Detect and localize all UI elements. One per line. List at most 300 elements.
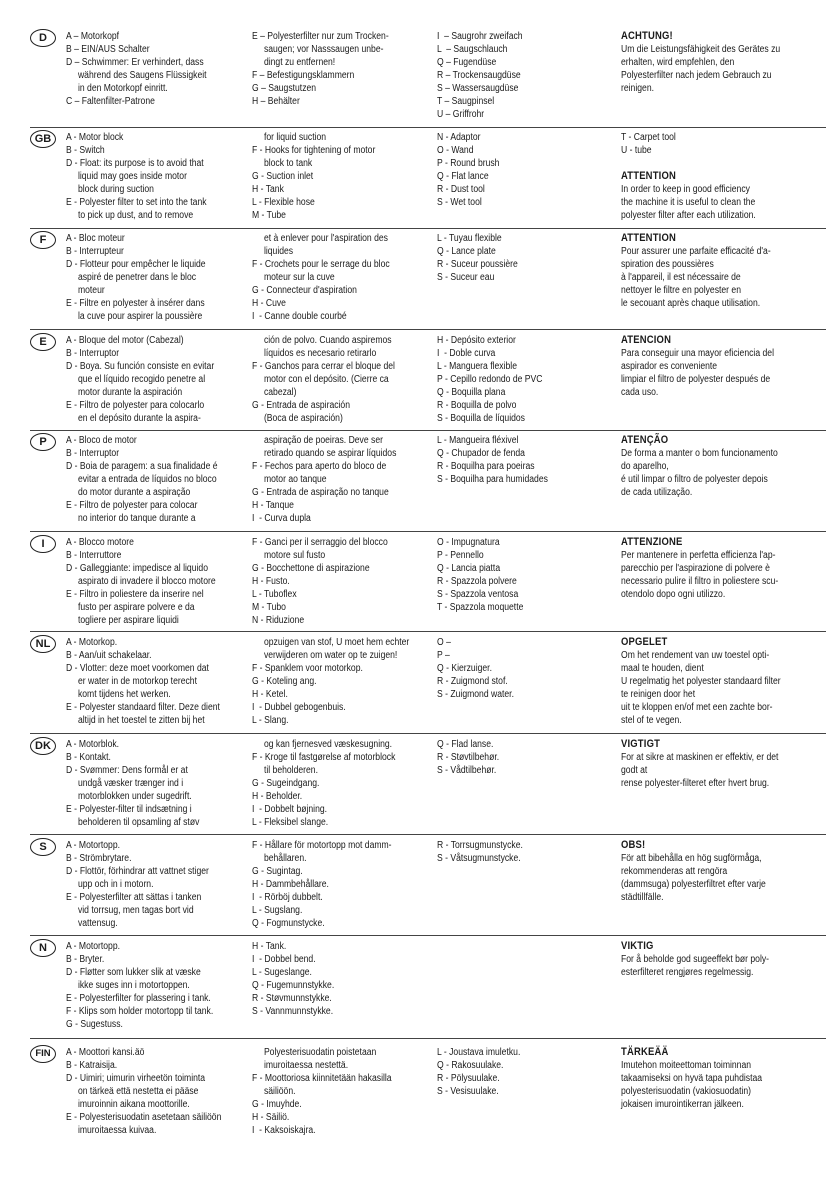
parts-list-item: evitar a entrada de líquidos no bloco: [66, 474, 217, 485]
warning-box: [621, 536, 778, 601]
parts-list-item: togliere per aspirare liquidi: [66, 615, 179, 626]
parts-list-item: er water in de motorkop terecht: [66, 676, 197, 687]
warning-text-line: uit te kloppen en/of met een zachte bor-: [621, 702, 773, 713]
parts-list-item: líquidos es necesario retirarlo: [252, 348, 377, 359]
parts-list-item: T - Carpet tool: [621, 132, 676, 143]
warning-title: ATENCION: [621, 334, 672, 346]
parts-list-item: F - Fechos para aperto do bloco de: [252, 461, 387, 472]
warning-title: ACHTUNG!: [621, 30, 673, 42]
language-code-badge: P: [30, 433, 56, 451]
warning-text-line: For å beholde god sugeeffekt bør poly-: [621, 954, 770, 965]
parts-list-item: E - Filtro in poliestere da inserire nel: [66, 589, 204, 600]
parts-list-item: L – Saugschlauch: [437, 44, 508, 55]
parts-list-item: T – Saugpinsel: [437, 96, 495, 107]
parts-list-item: A - Bloc moteur: [66, 233, 125, 244]
parts-list-item: M - Tube: [252, 210, 286, 221]
language-code-badge: F: [30, 231, 56, 249]
parts-list-item: E – Polyesterfilter nur zum Trocken-: [252, 31, 389, 42]
parts-list-item: moteur sur la cuve: [252, 272, 335, 283]
parts-column: [66, 30, 207, 108]
warning-box: [621, 1046, 762, 1111]
parts-list-item: I - Canne double courbé: [252, 311, 347, 322]
warning-text-line: le secouant après chaque utilisation.: [621, 298, 761, 309]
parts-list-item: L - Joustava imuletku.: [437, 1047, 521, 1058]
parts-list-item: D - Boia de paragem: a sua finalidade é: [66, 461, 218, 472]
parts-list-item: F - Kroge til fastgørelse af motorblock: [252, 752, 396, 763]
parts-list-item: moteur: [66, 285, 105, 296]
warning-text-line: limpiar el filtro de polyester después de: [621, 374, 771, 385]
warning-title: OPGELET: [621, 636, 668, 648]
warning-box: [621, 839, 766, 904]
parts-list-item: E - Polyester standaard filter. Deze dient: [66, 702, 220, 713]
parts-list-item: F - Hooks for tightening of motor: [252, 145, 376, 156]
language-code-badge: D: [30, 29, 56, 47]
warning-text-line: de cada utilização.: [621, 487, 693, 498]
parts-list-item: komt tijdens het werken.: [66, 689, 171, 700]
parts-list-item: B - Katraisija.: [66, 1060, 118, 1071]
parts-list-item: Q - Lance plate: [437, 246, 496, 257]
parts-list-item: H - Tanque: [252, 500, 294, 511]
parts-list-item: G - Entrada de aspiración: [252, 400, 350, 411]
section-divider: [30, 834, 826, 835]
warning-text-line: rense polyester-filteret efter hvert brug.: [621, 778, 770, 789]
language-code-badge: FIN: [30, 1045, 56, 1063]
parts-column: [66, 232, 206, 323]
parts-list-item: G - Imuyhde.: [252, 1099, 302, 1110]
parts-list-item: E - Filtro de polyester para colocar: [66, 500, 198, 511]
parts-list-item: en el depósito durante la aspira-: [66, 413, 201, 424]
parts-list-item: do motor durante a aspiração: [66, 487, 191, 498]
parts-list-item: vattensug.: [66, 918, 118, 929]
warning-text-line: Um die Leistungsfähigkeit des Gerätes zu: [621, 44, 781, 55]
parts-list-item: L - Mangueira fléxivel: [437, 435, 519, 446]
parts-column: [252, 334, 395, 425]
warning-text-line: necessario pulire il filtro in poliestere scu-: [621, 576, 779, 587]
parts-list-item: cabezal): [252, 387, 297, 398]
parts-list-item: N - Adaptor: [437, 132, 481, 143]
parts-list-item: motor ao tanque: [252, 474, 327, 485]
parts-list-item: U – Griffrohr: [437, 109, 485, 120]
warning-text-line: aspirador es conveniente: [621, 361, 718, 372]
warning-text-line: (dammsuga) polyesterfiltret efter varje: [621, 879, 766, 890]
parts-list-item: Q - Fogmunstycke.: [252, 918, 325, 929]
warning-title: TÄRKEÄÄ: [621, 1046, 669, 1058]
parts-list-item: B – EIN/AUS Schalter: [66, 44, 150, 55]
parts-list-item: A - Motortopp.: [66, 840, 121, 851]
warning-text-line: stel of te vegen.: [621, 715, 682, 726]
parts-list-item: F - Ganci per il serraggio del blocco: [252, 537, 388, 548]
parts-column: [66, 131, 207, 222]
parts-list-item: R - Støvtilbehør.: [437, 752, 500, 763]
parts-list-item: O - Impugnatura: [437, 537, 500, 548]
parts-column: [66, 636, 220, 727]
parts-list-item: O - Wand: [437, 145, 474, 156]
warning-text-line: polyesterisuodatin (vakiosuodatin): [621, 1086, 752, 1097]
parts-list-item: L - Slang.: [252, 715, 289, 726]
parts-list-item: D - Flottör, förhindrar att vattnet stiger: [66, 866, 209, 877]
parts-list-item: S - Vannmunnstykke.: [252, 1006, 334, 1017]
parts-list-item: Q - Flat lance: [437, 171, 489, 182]
parts-list-item: R - Pölysuulake.: [437, 1073, 500, 1084]
parts-list-item: ikke suges inn i motortoppen.: [66, 980, 190, 991]
parts-column: [66, 839, 209, 930]
warning-text-line: städtillfälle.: [621, 892, 664, 903]
parts-list-item: N - Riduzione: [252, 615, 305, 626]
parts-list-item: E - Polyester filter to set into the tank: [66, 197, 207, 208]
parts-list-item: altijd in het toestel te zitten bij het: [66, 715, 205, 726]
section-divider: [30, 127, 826, 128]
parts-list-item: R - Spazzola polvere: [437, 576, 517, 587]
warning-text-line: For at sikre at maskinen er effektiv, er det: [621, 752, 779, 763]
parts-list-item: H - Depósito exterior: [437, 335, 516, 346]
parts-list-item: D - Boya. Su función consiste en evitar: [66, 361, 215, 372]
parts-list-item: G - Suction inlet: [252, 171, 314, 182]
parts-list-item: P –: [437, 650, 450, 661]
parts-list-item: B - Switch: [66, 145, 105, 156]
warning-text-line: spiration des poussières: [621, 259, 714, 270]
warning-box: [621, 636, 781, 727]
parts-list-item: B - Interrupteur: [66, 246, 124, 257]
warning-text-line: do aparelho,: [621, 461, 669, 472]
parts-list-item: B - Interruptor: [66, 448, 120, 459]
parts-list-item: H - Beholder.: [252, 791, 303, 802]
parts-list-item: dingt zu entfernen!: [252, 57, 336, 68]
parts-column: [437, 839, 523, 865]
warning-box: [621, 131, 756, 222]
parts-column: [437, 232, 518, 284]
parts-list-item: H - Tank: [252, 184, 284, 195]
parts-list-item: Q - Fugemunnstykke.: [252, 980, 335, 991]
warning-text-line: polyester filter after each utilization.: [621, 210, 756, 221]
parts-list-item: R - Zuigmond stof.: [437, 676, 508, 687]
parts-list-item: R - Torrsugmunstycke.: [437, 840, 523, 851]
parts-list-item: L - Flexible hose: [252, 197, 315, 208]
parts-list-item: A - Blocco motore: [66, 537, 134, 548]
parts-list-item: I - Rörböj dubbelt.: [252, 892, 323, 903]
parts-list-item: motore sul fusto: [252, 550, 326, 561]
parts-list-item: E - Filtro de polyester para colocarlo: [66, 400, 205, 411]
parts-list-item: in den Motorkopf einritt.: [66, 83, 168, 94]
parts-column: [66, 536, 216, 627]
parts-list-item: Q - Kierzuiger.: [437, 663, 492, 674]
parts-list-item: G – Saugstutzen: [252, 83, 317, 94]
parts-list-item: B - Aan/uit schakelaar.: [66, 650, 152, 661]
parts-list-item: S - Boquilla de líquidos: [437, 413, 525, 424]
parts-list-item: H - Tank.: [252, 941, 287, 952]
parts-column: [252, 636, 409, 727]
parts-list-item: [621, 157, 756, 170]
parts-list-item: A - Motorkop.: [66, 637, 118, 648]
parts-list-item: L - Tuboflex: [252, 589, 297, 600]
parts-list-item: S - Boquilha para humidades: [437, 474, 548, 485]
parts-list-item: D - Vlotter: deze moet voorkomen dat: [66, 663, 209, 674]
section-divider: [30, 1038, 826, 1039]
parts-list-item: verwijderen om water op te zuigen!: [252, 650, 398, 661]
parts-list-item: H - Säiliö.: [252, 1112, 290, 1123]
parts-list-item: A - Motorblok.: [66, 739, 120, 750]
parts-list-item: aspiré de penetrer dans le bloc: [66, 272, 197, 283]
parts-list-item: L - Manguera flexible: [437, 361, 517, 372]
warning-text-line: rekommenderas att rengöra: [621, 866, 728, 877]
parts-list-item: Q - Lancia piatta: [437, 563, 501, 574]
parts-column: [437, 434, 548, 486]
parts-list-item: L - Sugeslange.: [252, 967, 312, 978]
parts-list-item: I – Saugrohr zweifach: [437, 31, 523, 42]
parts-list-item: upp och in i motorn.: [66, 879, 154, 890]
warning-box: [621, 738, 778, 790]
language-code-badge: S: [30, 838, 56, 856]
parts-list-item: P - Cepillo redondo de PVC: [437, 374, 543, 385]
parts-list-item: D - Fløtter som lukker slik at væske: [66, 967, 201, 978]
parts-list-item: G - Entrada de aspiração no tanque: [252, 487, 389, 498]
parts-column: [252, 131, 375, 222]
parts-column: [66, 434, 218, 525]
parts-list-item: I - Kaksoiskajra.: [252, 1125, 316, 1136]
language-code-badge: DK: [30, 737, 56, 755]
parts-list-item: motor durante la aspiración: [66, 387, 183, 398]
warning-box: [621, 30, 780, 95]
parts-list-item: (Boca de aspiración): [252, 413, 343, 424]
parts-list-item: Q - Boquilla plana: [437, 387, 506, 398]
parts-list-item: saugen; vor Nasssaugen unbe-: [252, 44, 384, 55]
section-divider: [30, 935, 826, 936]
parts-list-item: Q - Chupador de fenda: [437, 448, 525, 459]
language-code-badge: NL: [30, 635, 56, 653]
warning-box: [621, 434, 778, 499]
parts-list-item: säiliöön.: [252, 1086, 296, 1097]
parts-list-item: H - Dammbehållare.: [252, 879, 329, 890]
parts-list-item: I - Dobbel bend.: [252, 954, 316, 965]
warning-box: [621, 232, 771, 310]
parts-list-item: I - Doble curva: [437, 348, 496, 359]
parts-list-item: opzuigen van stof, U moet hem echter: [252, 637, 410, 648]
parts-column: [437, 1046, 520, 1098]
parts-list-item: F - Moottoriosa kiinnitetään hakasilla: [252, 1073, 392, 1084]
parts-column: [437, 636, 514, 701]
warning-title: ATTENZIONE: [621, 536, 683, 548]
parts-list-item: imuroitaessa kuivaa.: [66, 1125, 157, 1136]
language-code-badge: GB: [30, 130, 56, 148]
parts-list-item: for liquid suction: [252, 132, 327, 143]
parts-list-item: I - Curva dupla: [252, 513, 311, 524]
parts-column: [252, 536, 388, 627]
warning-title: ATENÇÃO: [621, 434, 669, 446]
parts-list-item: D – Schwimmer: Er verhindert, dass: [66, 57, 204, 68]
warning-title: VIKTIG: [621, 940, 654, 952]
warning-text-line: jokaisen imurointikerran jälkeen.: [621, 1099, 744, 1110]
parts-list-item: F - Klips som holder motortopp til tank.: [66, 1006, 214, 1017]
language-code-badge: N: [30, 939, 56, 957]
section-divider: [30, 733, 826, 734]
parts-list-item: L - Sugslang.: [252, 905, 303, 916]
parts-list-item: behållaren.: [252, 853, 307, 864]
parts-list-item: R - Støvmunnstykke.: [252, 993, 332, 1004]
parts-column: [66, 1046, 221, 1137]
parts-list-item: D - Float: its purpose is to avoid that: [66, 158, 204, 169]
parts-list-item: H - Ketel.: [252, 689, 288, 700]
parts-list-item: que el líquido recogido penetre al: [66, 374, 206, 385]
parts-list-item: B - Strömbrytare.: [66, 853, 132, 864]
parts-list-item: imuroitaessa nestettä.: [252, 1060, 349, 1071]
warning-text-line: Pour assurer une parfaite efficacité d'a-: [621, 246, 771, 257]
parts-list-item: L - Fleksibel slange.: [252, 817, 329, 828]
warning-text-line: U regelmatig het polyester standaard filter: [621, 676, 781, 687]
parts-list-item: motor con el depósito. (Cierre ca: [252, 374, 389, 385]
parts-list-item: to pick up dust, and to remove: [66, 210, 194, 221]
warning-text-line: cada uso.: [621, 387, 659, 398]
parts-list-item: G - Sugintag.: [252, 866, 303, 877]
parts-list-item: et à enlever pour l'aspiration des: [252, 233, 388, 244]
parts-column: [252, 30, 389, 108]
parts-list-item: B - Interruttore: [66, 550, 122, 561]
warning-text-line: Per mantenere in perfetta efficienza l'ap-: [621, 550, 776, 561]
parts-column: [437, 30, 523, 121]
parts-column: [437, 334, 542, 425]
warning-title: ATTENTION: [621, 232, 676, 244]
parts-list-item: aspirato di invadere il blocco motore: [66, 576, 216, 587]
parts-list-item: P - Pennello: [437, 550, 484, 561]
parts-list-item: S - Zuigmond water.: [437, 689, 514, 700]
parts-column: [66, 334, 214, 425]
section-divider: [30, 228, 826, 229]
parts-list-item: G - Bocchettone di aspirazione: [252, 563, 370, 574]
parts-list-item: Q – Fugendüse: [437, 57, 497, 68]
warning-text-line: erhalten, wird empfehlen, den: [621, 57, 735, 68]
parts-column: [252, 434, 396, 525]
parts-column: [252, 940, 334, 1018]
section-divider: [30, 430, 826, 431]
parts-column: [437, 738, 499, 777]
parts-list-item: O –: [437, 637, 451, 648]
parts-list-item: Polyesterisuodatin poistetaan: [252, 1047, 377, 1058]
parts-column: [66, 738, 199, 829]
warning-text-line: Para conseguir una mayor eficiencia del: [621, 348, 774, 359]
parts-list-item: T - Spazzola moquette: [437, 602, 524, 613]
parts-list-item: on tärkeä että nestetta ei pääse: [66, 1086, 199, 1097]
parts-list-item: S - Spazzola ventosa: [437, 589, 519, 600]
parts-list-item: G - Koteling ang.: [252, 676, 317, 687]
warning-text-line: é util limpar o filtro de polyester depois: [621, 474, 768, 485]
parts-list-item: ción de polvo. Cuando aspiremos: [252, 335, 392, 346]
parts-column: [252, 1046, 392, 1137]
parts-list-item: og kan fjernesved væskesugning.: [252, 739, 393, 750]
language-code-badge: E: [30, 333, 56, 351]
parts-list-item: E - Polyester-filter til indsætning i: [66, 804, 192, 815]
parts-list-item: liquides: [252, 246, 294, 257]
warning-box: [621, 940, 769, 979]
parts-list-item: no interior do tanque durante a: [66, 513, 196, 524]
parts-column: [437, 131, 499, 209]
warning-box: [621, 334, 774, 399]
parts-list-item: A - Motor block: [66, 132, 124, 143]
parts-list-item: während des Saugens Flüssigkeit: [66, 70, 207, 81]
parts-list-item: A – Motorkopf: [66, 31, 120, 42]
parts-column: [437, 536, 523, 614]
parts-list-item: fusto per aspirare polvere e da: [66, 602, 195, 613]
parts-column: [252, 232, 390, 323]
parts-list-item: G - Connecteur d'aspiration: [252, 285, 357, 296]
parts-list-item: Q - Flad lanse.: [437, 739, 494, 750]
parts-list-item: E - Polyesterfilter att sättas i tanken: [66, 892, 202, 903]
parts-list-item: P - Round brush: [437, 158, 500, 169]
parts-list-item: F - Ganchos para cerrar el bloque del: [252, 361, 395, 372]
parts-list-item: I - Dobbelt bøjning.: [252, 804, 328, 815]
warning-text-line: te reinigen door het: [621, 689, 696, 700]
parts-list-item: I - Dubbel gebogenbuis.: [252, 702, 346, 713]
parts-list-item: S - Vesisuulake.: [437, 1086, 499, 1097]
parts-list-item: A - Moottori kansi.äö: [66, 1047, 145, 1058]
parts-list-item: D - Flotteur pour empêcher le liquide: [66, 259, 206, 270]
parts-list-item: G - Sugestuss.: [66, 1019, 123, 1030]
parts-list-item: H – Behälter: [252, 96, 300, 107]
parts-list-item: undgå væsker trænger ind i: [66, 778, 184, 789]
parts-list-item: block during suction: [66, 184, 154, 195]
parts-list-item: la cuve pour aspirer la poussière: [66, 311, 203, 322]
warning-text-line: takaamiseksi on hyvä tapa puhdistaa: [621, 1073, 763, 1084]
parts-list-item: S - Wet tool: [437, 197, 482, 208]
parts-list-item: til beholderen.: [252, 765, 318, 776]
parts-list-item: aspiração de poeiras. Deve ser: [252, 435, 383, 446]
parts-list-item: B - Interruptor: [66, 348, 120, 359]
parts-list-item: D - Svømmer: Dens formål er at: [66, 765, 188, 776]
warning-text-line: à l'appareil, il est nécessaire de: [621, 272, 741, 283]
parts-list-item: F – Befestigungsklammern: [252, 70, 355, 81]
warning-text-line: reinigen.: [621, 83, 654, 94]
warning-text-line: Polyesterfilter nach jedem Gebrauch zu: [621, 70, 772, 81]
warning-text-line: otendolo dopo ogni utilizzo.: [621, 589, 726, 600]
parts-list-item: E - Polyesterisuodatin asetetaan säiliöön: [66, 1112, 222, 1123]
parts-list-item: A - Motortopp.: [66, 941, 121, 952]
parts-list-item: A - Bloco de motor: [66, 435, 137, 446]
parts-list-item: B - Kontakt.: [66, 752, 111, 763]
warning-text-line: parecchio per l'aspirazione di polvere è: [621, 563, 770, 574]
warning-text-line: godt at: [621, 765, 648, 776]
parts-column: [252, 839, 392, 930]
warning-title: OBS!: [621, 839, 646, 851]
parts-list-item: F - Crochets pour le serrage du bloc: [252, 259, 390, 270]
parts-column: [66, 940, 213, 1031]
warning-text-line: maal te houden, dient: [621, 663, 704, 674]
warning-title: VIGTIGT: [621, 738, 661, 750]
warning-text-line: In order to keep in good efficiency: [621, 184, 750, 195]
parts-list-item: retirado quando se aspirar líquidos: [252, 448, 397, 459]
parts-list-item: beholderen til opsamling af støv: [66, 817, 200, 828]
warning-text-line: Om het rendement van uw toestel opti-: [621, 650, 770, 661]
parts-list-item: liquid may goes inside motor: [66, 171, 187, 182]
parts-list-item: S - Suceur eau: [437, 272, 495, 283]
parts-list-item: U - tube: [621, 145, 652, 156]
language-code-badge: I: [30, 535, 56, 553]
parts-list-item: S - Våtsugmunstycke.: [437, 853, 521, 864]
parts-list-item: M - Tubo: [252, 602, 286, 613]
parts-list-item: H - Fusto.: [252, 576, 290, 587]
parts-list-item: B - Bryter.: [66, 954, 105, 965]
parts-list-item: S - Vådtilbehør.: [437, 765, 497, 776]
parts-list-item: R – Trockensaugdüse: [437, 70, 521, 81]
parts-list-item: D - Galleggiante: impedisce al liquido: [66, 563, 208, 574]
parts-list-item: E - Polyesterfilter for plassering i tank.: [66, 993, 211, 1004]
parts-list-item: R - Dust tool: [437, 184, 485, 195]
warning-title: ATTENTION: [621, 170, 676, 182]
warning-text-line: the machine it is useful to clean the: [621, 197, 756, 208]
warning-text-line: För att bibehålla en hög sugförmåga,: [621, 853, 762, 864]
parts-list-item: vid torrsug, men tagas bort vid: [66, 905, 194, 916]
parts-list-item: imuroinnin aikana moottorille.: [66, 1099, 190, 1110]
parts-list-item: D - Uimiri; uimurin virheetön toiminta: [66, 1073, 206, 1084]
section-divider: [30, 329, 826, 330]
warning-text-line: esterfilteret rengjøres regelmessig.: [621, 967, 754, 978]
parts-list-item: G - Sugeindgang.: [252, 778, 320, 789]
